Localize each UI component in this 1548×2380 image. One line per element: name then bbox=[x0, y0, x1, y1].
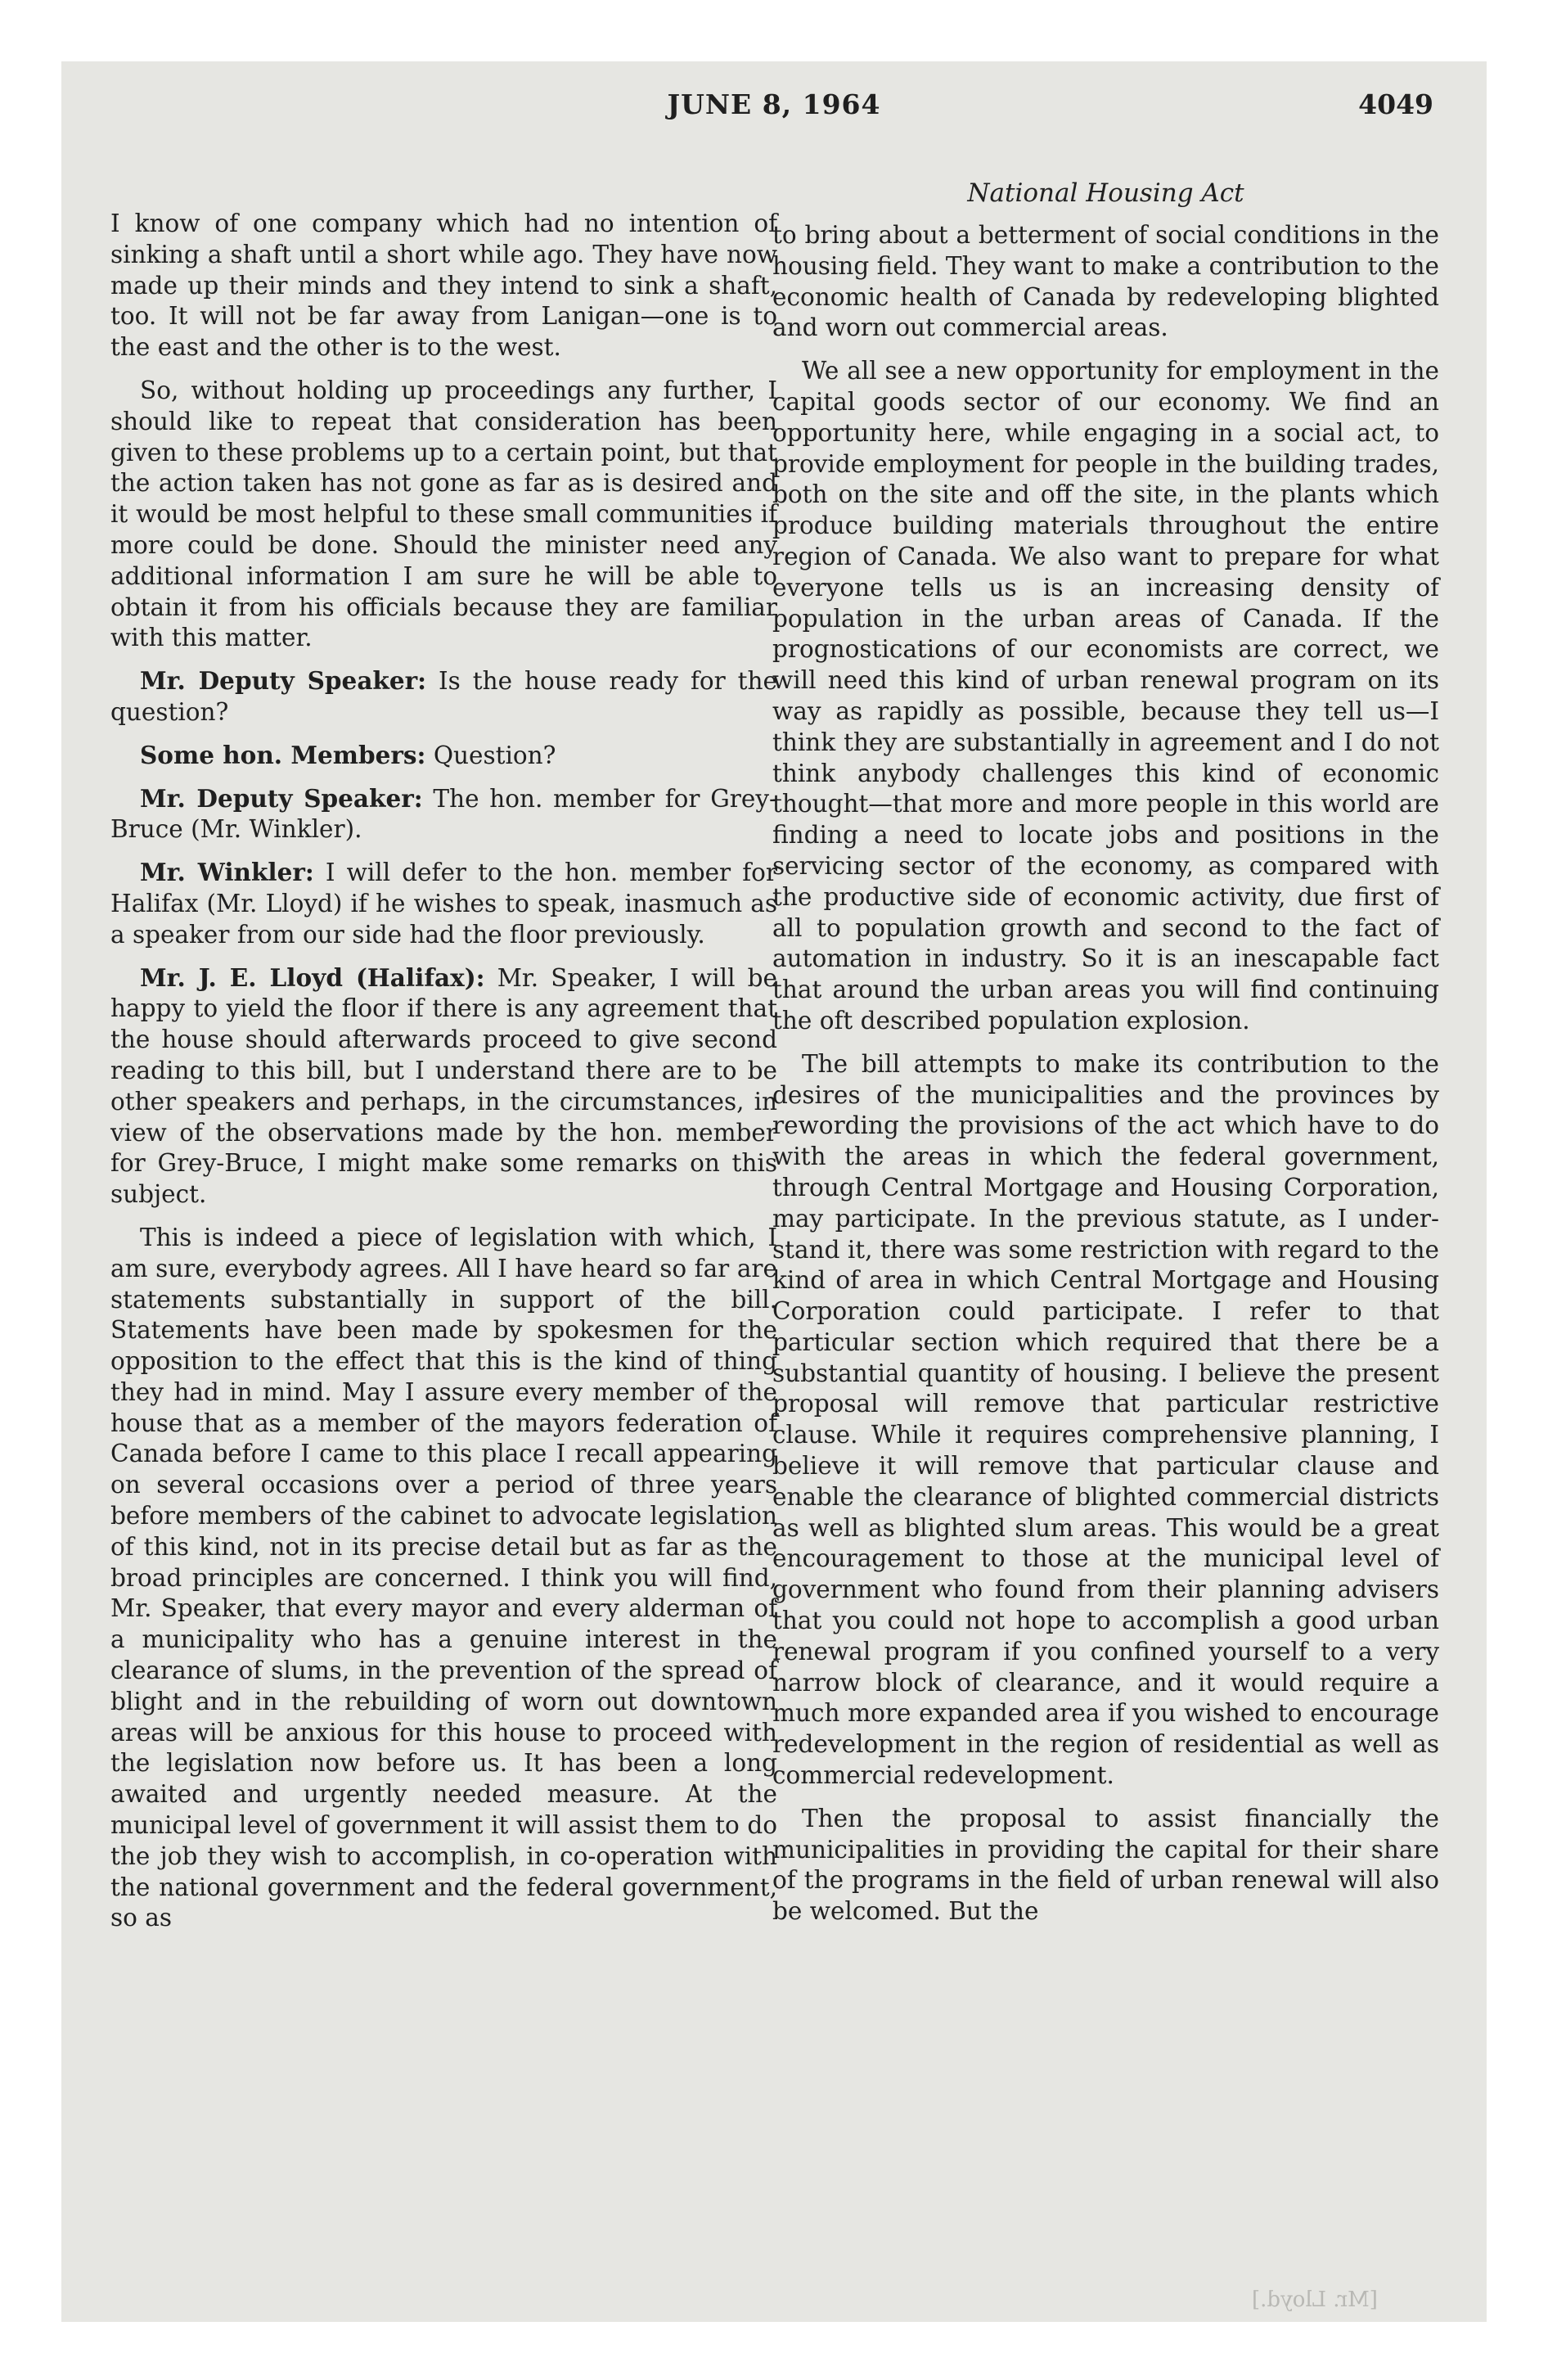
paragraph-text: This is indeed a piece of legislation with which, I am sure, everybody agrees. All I have heard so far are statements substantially in support of the bill. Statements have been made by spokesmen for the opposition to the effect that this is the kind of thing they had in mind. May I assure every member of the house that as a member of the mayors federation of Canada before I came to this place I recall appearing on several occasions over a period of three years before members of the cabinet to advocate legislation of this kind, not in its precise detail but as far as the broad principles are concerned. I think you will find, Mr. Speaker, that every mayor and every alderman of a municipality who has a genuine interest in the clearance of slums, in the prevention of the spread of blight and in the rebuilding of worn out downtown areas will be anxious for this house to proceed with the legislation now before us. It has been a long awaited and urgently needed measure. At the municipal level of government it will assist them to do the job they wish to accomplish, in co-operation with the national government and the federal government, so as bbox=[110, 1223, 777, 1932]
left-column bbox=[110, 208, 777, 1945]
show-through-text: [Mr. Lloyd.] bbox=[1252, 2288, 1378, 2312]
paragraph-text: I will defer to the hon. member for Halifax (Mr. Lloyd) if he wishes to speak, inasmuch as a speaker from our side had the floor previously. bbox=[110, 859, 777, 949]
right-column bbox=[772, 178, 1439, 1939]
paragraph-text: The hon. member for Grey-Bruce (Mr. Winkler). bbox=[110, 784, 777, 844]
paragraph-text: Then the proposal to assist financially the municipalities in providing the capital for their share of the programs in the field of urban renewal will also be welcomed. But the bbox=[772, 1804, 1439, 1926]
paragraph-text: to bring about a betterment of social conditions in the housing field. They want to make a contribution to the economic health of Canada by redeveloping blighted and worn out commercial areas. bbox=[772, 221, 1439, 342]
speaker-name: Some hon. Members: bbox=[140, 740, 426, 769]
paragraph bbox=[110, 740, 777, 772]
paragraph-text: Question? bbox=[433, 741, 556, 769]
running-subtitle: National Housing Act bbox=[967, 178, 1244, 208]
paragraph bbox=[772, 219, 1439, 344]
paragraph bbox=[110, 1222, 777, 1934]
page-header bbox=[115, 88, 1433, 129]
paragraph bbox=[772, 355, 1439, 1037]
paragraph bbox=[772, 1803, 1439, 1927]
speaker-name: Mr. Winkler: bbox=[140, 858, 314, 887]
paragraph-text: So, without holding up proceedings any further, I should like to repeat that consideration has been given to these problems up to a certain point, but that the action taken has not gone as far as is desired and it would be most helpful to these small communities if more could be done. Should the minister need any additional information I am sure he will be able to obtain it from his officials because they are familiar with this matter. bbox=[110, 376, 777, 652]
speaker-name: Mr. Deputy Speaker: bbox=[140, 783, 423, 813]
paragraph bbox=[110, 962, 777, 1210]
paragraph-text: Is the house ready for the question? bbox=[110, 667, 777, 726]
paragraph-text: We all see a new opportunity for employment in the capital goods sector of our economy. We find an opportunity here, while engaging in a social act, to provide employment for people in the building trades, both on the site and off the site, in the plants which produce building materials throughout the entire region of Canada. We also want to prepare for what everyone tells us is an increasing density of population in the urban areas of Canada. If the prognostications of our economists are correct, we will need this kind of urban renewal program on its way as rapidly as possible, because they tell us—I think they are substantially in agreement and I do not think anybody challenges this kind of economic thought—that more and more people in this world are finding a need to locate jobs and positions in the servicing sector of the economy, as compared with the productive side of economic activity, due first of all to population growth and second to the fact of automation in industry. So it is an inescapable fact that around the urban areas you will find continuing the oft described population explosion. bbox=[772, 357, 1439, 1034]
paragraph-text: I know of one company which had no intention of sinking a shaft until a short while ago. They have now made up their minds and they intend to sink a shaft, too. It will not be far away from Lanigan—one is to the east and the other is to the west. bbox=[110, 210, 777, 362]
paragraph bbox=[110, 783, 777, 846]
header-date: JUNE 8, 1964 bbox=[667, 88, 881, 120]
speaker-name: Mr. J. E. Lloyd (Halifax): bbox=[140, 962, 485, 992]
page-number: 4049 bbox=[1358, 88, 1433, 120]
paragraph-text: The bill attempts to make its contribution to the desires of the municipalities and the provinces by rewording the provisions of the act which have to do with the areas in which the federal government, through Central Mortgage and Housing Corporation, may participate. In the previous statute, as I understand it, there was some restriction with regard to the kind of area in which Central Mortgage and Housing Corporation could participate. I refer to that particular section which required that there be a substantial quantity of housing. I believe the present proposal will remove that particular restrictive clause. While it requires comprehensive planning, I believe it will remove that particular clause and enable the clearance of blighted commercial districts as well as blighted slum areas. This would be a great encouragement to those at the municipal level of government who found from their planning advisers that you could not hope to accomplish a good urban renewal program if you confined yourself to a very narrow block of clearance, and it would require a much more expanded area if you wished to encourage redevelopment in the region of residential as well as commercial redevelopment. bbox=[772, 1049, 1439, 1790]
paragraph bbox=[110, 665, 777, 728]
paragraph bbox=[110, 857, 777, 950]
paragraph bbox=[110, 375, 777, 654]
paragraph bbox=[110, 208, 777, 363]
speaker-name: Mr. Deputy Speaker: bbox=[140, 666, 427, 696]
paragraph-text: Mr. Speaker, I will be happy to yield the floor if there is any agreement that the house should afterwards proceed to give second reading to this bill, but I understand there are to be other speakers and perhaps, in the circumstances, in view of the observations made by the hon. member for Grey-Bruce, I might make some remarks on this subject. bbox=[110, 963, 777, 1209]
paragraph bbox=[772, 1048, 1439, 1792]
